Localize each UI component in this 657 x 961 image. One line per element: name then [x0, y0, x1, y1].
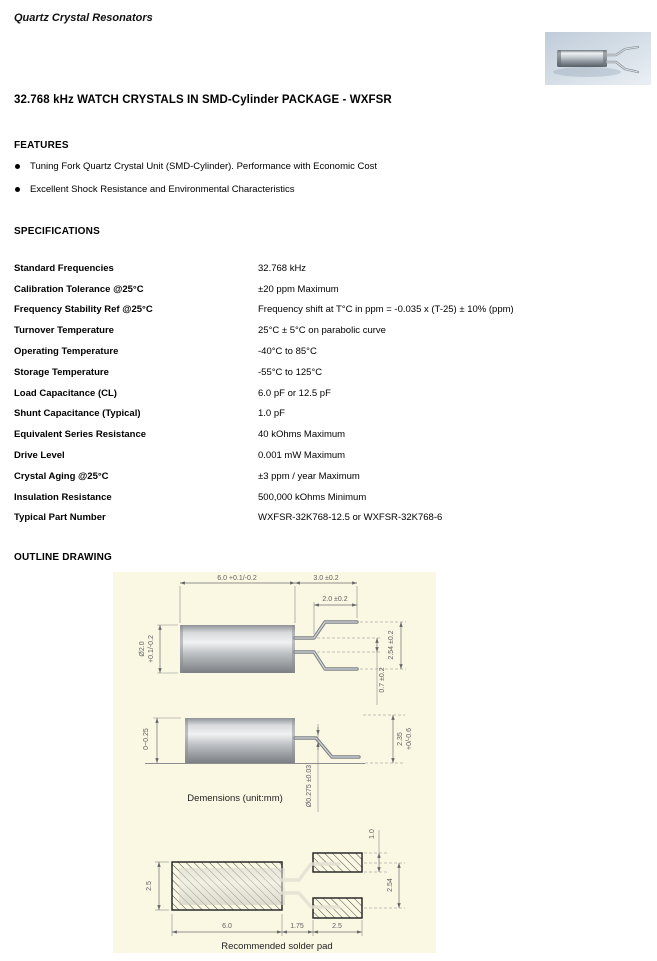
features-heading: FEATURES: [14, 140, 69, 151]
solder-pad-caption: Recommended solder pad: [221, 941, 333, 952]
dim-pad-pitch: 2.54: [387, 878, 394, 892]
dim-exit-pitch: 0.7 ±0.2: [379, 667, 386, 693]
outline-drawing-panel: [113, 572, 436, 953]
dim-height-tol: +0/-0.6: [406, 728, 413, 750]
lead-bottom: [295, 652, 357, 669]
spec-value: 0.001 mW Maximum: [258, 450, 346, 462]
spec-value: 32.768 kHz: [258, 262, 307, 274]
spec-value: -55°C to 125°C: [258, 366, 323, 378]
spec-row: [14, 424, 648, 445]
lead-top: [295, 622, 357, 638]
spec-label: Shunt Capacitance (Typical): [14, 408, 141, 420]
dim-pad2-height: 1.0: [369, 829, 376, 839]
feature-item: [15, 178, 377, 201]
spec-label: Load Capacitance (CL): [14, 387, 117, 399]
spec-label: Standard Frequencies: [14, 262, 114, 274]
spec-row: [14, 508, 648, 529]
spec-row: [14, 404, 648, 425]
crystal-ghost: [179, 868, 285, 905]
crystal-body-drawing: [180, 625, 295, 673]
spec-row: [14, 362, 648, 383]
dim-bend-length: 2.0 ±0.2: [322, 596, 348, 603]
spec-row: [14, 466, 648, 487]
specifications-heading: SPECIFICATIONS: [14, 226, 100, 237]
spec-row: [14, 300, 648, 321]
spec-value: ±20 ppm Maximum: [258, 283, 339, 295]
page-title: 32.768 kHz WATCH CRYSTALS IN SMD-Cylinder PACKAGE - WXFSR: [14, 94, 392, 106]
spec-value: 1.0 pF: [258, 408, 285, 420]
dim-pad-height: 2.5: [146, 881, 153, 891]
spec-value: 500,000 kOhms Minimum: [258, 491, 367, 503]
product-photo: [545, 32, 651, 85]
dim-lead-pitch: 2.54 ±0.2: [388, 630, 395, 660]
doc-brand-title: Quartz Crystal Resonators: [14, 12, 153, 24]
feature-text: Tuning Fork Quartz Crystal Unit (SMD-Cylinder). Performance with Economic Cost: [30, 161, 378, 172]
spec-row: [14, 487, 648, 508]
spec-label: Storage Temperature: [14, 366, 109, 378]
dim-body-length: 6.0 +0.1/-0.2: [217, 575, 257, 582]
dim-pad2-length: 2.5: [332, 923, 342, 930]
dim-pad-length: 6.0: [222, 923, 232, 930]
outline-drawing-image: [113, 572, 436, 953]
specifications-table: [14, 258, 648, 528]
outline-view-side: [143, 715, 413, 812]
outline-view-solder-pad: [146, 829, 405, 952]
dim-wire-diameter: Ø0.275 ±0.03: [306, 764, 313, 808]
spec-value: 40 kOhms Maximum: [258, 429, 346, 441]
dim-standoff: 0~0.25: [143, 728, 150, 750]
bullet-icon: [15, 164, 20, 169]
spec-label: Turnover Temperature: [14, 325, 114, 337]
dim-lead-length: 3.0 ±0.2: [313, 575, 339, 582]
crystal-photo-image: [545, 32, 651, 85]
spec-value: 6.0 pF or 12.5 pF: [258, 387, 331, 399]
spec-value: -40°C to 85°C: [258, 346, 317, 358]
lead-side: [295, 738, 359, 757]
spec-value: Frequency shift at T°C in ppm = -0.035 x (T-25) ± 10% (ppm): [258, 304, 514, 316]
dim-diameter: Ø2.0: [139, 641, 146, 657]
spec-label: Insulation Resistance: [14, 491, 112, 503]
outline-drawing-heading: OUTLINE DRAWING: [14, 552, 112, 563]
dimensions-caption: Demensions (unit:mm): [187, 793, 283, 804]
spec-row: [14, 445, 648, 466]
dim-gap: 1.75: [290, 923, 304, 930]
crystal-body-drawing: [185, 718, 295, 763]
spec-row: [14, 383, 648, 404]
features-list: [15, 155, 377, 201]
spec-value: ±3 ppm / year Maximum: [258, 470, 360, 482]
outline-view-top: [139, 575, 406, 705]
spec-row: [14, 320, 648, 341]
spec-label: Calibration Tolerance @25°C: [14, 283, 144, 295]
spec-label: Equivalent Series Resistance: [14, 429, 147, 441]
spec-label: Frequency Stability Ref @25°C: [14, 304, 153, 316]
spec-row: [14, 341, 648, 362]
spec-row: [14, 258, 648, 279]
spec-label: Operating Temperature: [14, 346, 119, 358]
feature-text: Excellent Shock Resistance and Environmental Characteristics: [30, 184, 295, 195]
spec-value: WXFSR-32K768-12.5 or WXFSR-32K768-6: [258, 512, 443, 524]
dim-diameter-tol: +0.1/-0.2: [148, 635, 155, 663]
spec-row: [14, 279, 648, 300]
spec-value: 25°C ± 5°C on parabolic curve: [258, 325, 386, 337]
dim-height: 2.35: [397, 732, 404, 746]
bullet-icon: [15, 187, 20, 192]
feature-item: [15, 155, 377, 178]
spec-label: Typical Part Number: [14, 512, 106, 524]
spec-label: Drive Level: [14, 450, 65, 462]
spec-label: Crystal Aging @25°C: [14, 470, 109, 482]
